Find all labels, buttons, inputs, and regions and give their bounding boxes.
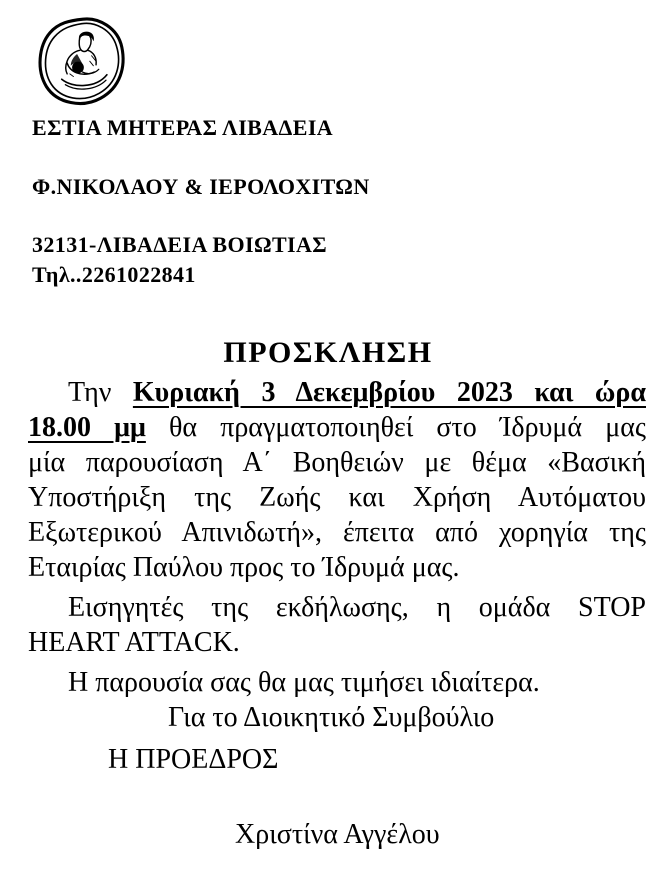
- para1-line6: Εταιρίας Παύλου προς το Ίδρυμά μας.: [28, 552, 460, 583]
- org-city: 32131-ΛΙΒΑΔΕΙΑ ΒΟΙΩΤΙΑΣ: [32, 232, 328, 257]
- org-street: Φ.ΝΙΚΟΛΑΟΥ & ΙΕΡΟΛΟΧΙΤΩΝ: [32, 174, 370, 199]
- para2-line1: Εισηγητές της εκδήλωσης, η ομάδα STOP: [68, 592, 646, 623]
- para3-line: Η παρουσία σας θα μας τιμήσει ιδιαίτερα.: [68, 667, 540, 698]
- event-date-part: Κυριακή 3 Δεκεμβρίου 2023 και ώρα: [132, 377, 646, 408]
- closing-role: Η ΠΡΟΕΔΡΟΣ: [108, 744, 279, 775]
- para1-line5: Εξωτερικού Απινιδωτή», έπειτα από χορηγία της: [28, 517, 646, 548]
- closing-signature: Χριστίνα Αγγέλου: [235, 819, 440, 850]
- para1-line2-text: θα πραγματοποιηθεί στο Ίδρυμά μας: [145, 412, 646, 443]
- org-phone: Τηλ..2261022841: [32, 262, 196, 287]
- closing-on-behalf: Για το Διοικητικό Συμβούλιο: [168, 702, 495, 733]
- para1-line3: μία παρουσίαση Α΄ Βοηθειών με θέμα «Βασική: [28, 447, 646, 478]
- para2-line2: HEART ATTACK.: [28, 627, 240, 658]
- mother-child-emblem-icon: [37, 16, 128, 110]
- event-time-part: 18.00 μμ: [28, 412, 146, 443]
- invitation-title: ΠΡΟΣΚΛΗΣΗ: [223, 336, 433, 369]
- para1-line2: [28, 410, 646, 445]
- org-name: ΕΣΤΙΑ ΜΗΤΕΡΑΣ ΛΙΒΑΔΕΙΑ: [32, 115, 334, 140]
- para1-line4: Υποστήριξη της Ζωής και Χρήση Αυτόματου: [28, 482, 646, 513]
- para1-line1: [28, 375, 646, 410]
- para1-line1-text: Την: [68, 377, 133, 408]
